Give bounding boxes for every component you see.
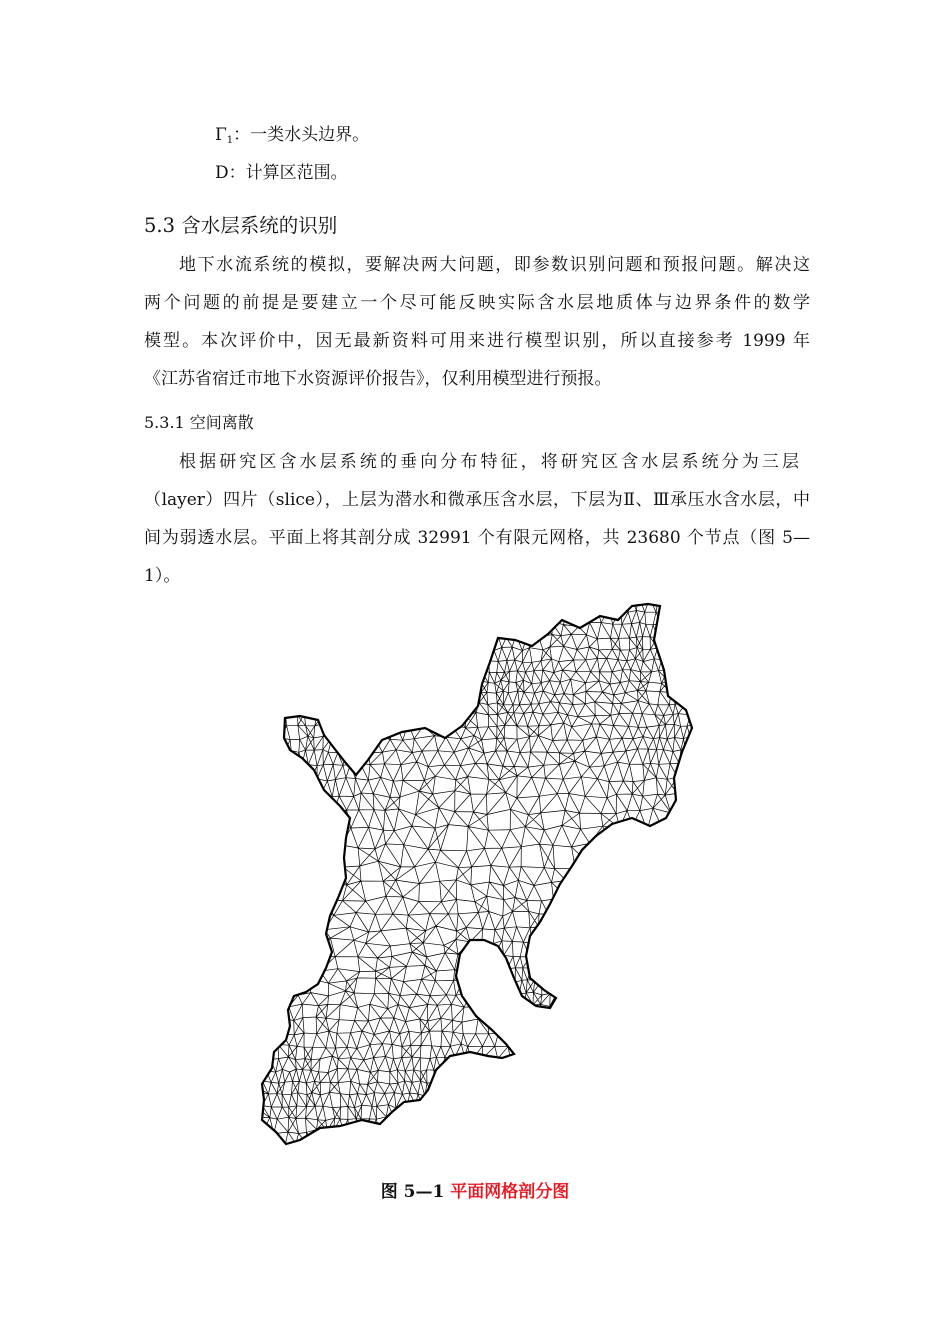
paragraph-line: 间为弱透水层。平面上将其剖分成 32991 个有限元网格，共 23680 个节点（图 5— xyxy=(144,528,810,548)
gamma-definition xyxy=(215,123,881,153)
figure-caption xyxy=(0,1177,950,1202)
gamma-description: ：一类水头边界。 xyxy=(233,125,370,145)
subsection-heading: 5.3.1 空间离散 xyxy=(144,413,254,432)
caption-title: 平面网格剖分图 xyxy=(450,1182,570,1202)
paragraph-line: 根据研究区含水层系统的垂向分布特征，将研究区含水层系统分为三层 xyxy=(179,452,799,472)
paragraph-line: 《江苏省宿迁市地下水资源评价报告》，仅利用模型进行预报。 xyxy=(144,369,612,389)
paragraph-line: 地下水流系统的模拟，要解决两大问题，即参数识别问题和预报问题。解决这 xyxy=(179,255,810,275)
paragraph-line: 两个问题的前提是要建立一个尽可能反映实际含水层地质体与边界条件的数学 xyxy=(144,293,810,313)
paragraph-line: 模型。本次评价中，因无最新资料可用来进行模型识别，所以直接参考 1999 年 xyxy=(144,331,810,351)
d-definition: D：计算区范围。 xyxy=(215,163,348,183)
triangular-mesh xyxy=(255,600,700,1148)
mesh-background xyxy=(255,600,700,1148)
gamma-symbol: Γ xyxy=(215,125,227,145)
section-heading: 5.3 含水层系统的识别 xyxy=(144,214,338,237)
caption-number: 图 5—1 xyxy=(380,1182,445,1202)
paragraph-line: （layer）四片（slice），上层为潜水和微承压含水层，下层为Ⅱ、Ⅲ承压水含水层，中 xyxy=(144,490,810,510)
paragraph-line: 1）。 xyxy=(144,566,181,586)
mesh-figure xyxy=(255,600,700,1148)
gamma-subscript: 1 xyxy=(226,135,234,146)
